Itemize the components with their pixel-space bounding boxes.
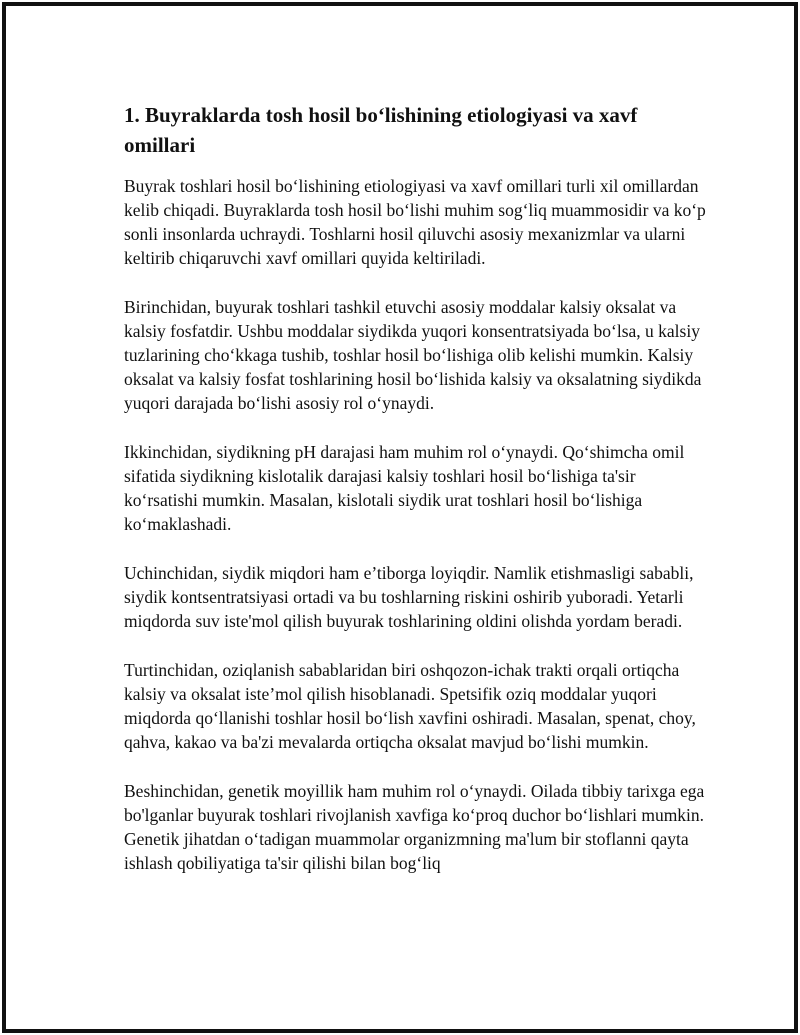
paragraph-third: Uchinchidan, siydik miqdori ham e’tiborga loyiqdir. Namlik etishmasligi sababli, siydik kontsentratsiyasi ortadi va bu toshlarning riskini oshirib yuboradi. Yetarli miqdorda suv iste'mol qilish buyurak toshlarining oldini olishda yordam beradi. <box>124 563 694 631</box>
paragraph-first: Birinchidan, buyurak toshlari tashkil etuvchi asosiy moddalar kalsiy oksalat va kalsiy fosfatdir. Ushbu moddalar siydikda yuqori konsentratsiyada bo‘lsa, u kalsiy tuzlarining cho‘kkaga tushib, toshlar hosil bo‘lishiga olib kelishi mumkin. Kalsiy oksalat va kalsiy fosfat toshlarining hosil bo‘lishida kalsiy va oksalatning siydikda yuqori darajada bo‘lishi asosiy rol o‘ynaydi. <box>124 297 702 413</box>
paragraph-second: Ikkinchidan, siydikning pH darajasi ham muhim rol o‘ynaydi. Qo‘shimcha omil sifatida siydikning kislotalik darajasi kalsiy toshlari hosil bo‘lishiga ta'sir ko‘rsatishi mumkin. Masalan, kislotali siydik urat toshlari hosil bo‘lishiga ko‘maklashadi. <box>124 442 685 534</box>
page-frame <box>2 2 798 1033</box>
paragraph-intro: Buyrak toshlari hosil bo‘lishining etiologiyasi va xavf omillari turli xil omillardan kelib chiqadi. Buyraklarda tosh hosil bo‘lishi muhim sog‘liq muammosidir va ko‘p sonli insonlarda uchraydi. Toshlarni hosil qiluvchi asosiy mexanizmlar va ularni keltirib chiqaruvchi xavf omillari quyida keltiriladi. <box>124 176 706 268</box>
section-heading: 1. Buyraklarda tosh hosil bo‘lishining etiologiyasi va xavf omillari <box>124 103 638 157</box>
paragraph-fourth: Turtinchidan, oziqlanish sabablaridan biri oshqozon-ichak trakti orqali ortiqcha kalsiy va oksalat iste’mol qilish hisoblanadi. Spetsifik oziq moddalar yuqori miqdorda qo‘llanishi toshlar hosil bo‘lish xavfini oshiradi. Masalan, spenat, choy, qahva, kakao va ba'zi mevalarda ortiqcha oksalat mavjud bo‘lishi mumkin. <box>124 660 696 752</box>
document-body <box>119 100 709 900</box>
paragraph-fifth: Beshinchidan, genetik moyillik ham muhim rol o‘ynaydi. Oilada tibbiy tarixga ega bo'lganlar buyurak toshlari rivojlanish xavfiga ko‘proq duchor bo‘lishlari mumkin. Genetik jihatdan o‘tadigan muammolar organizmning ma'lum bir stoflanni qayta ishlash qobiliyatiga ta'sir qilishi bilan bog‘liq <box>124 781 705 873</box>
